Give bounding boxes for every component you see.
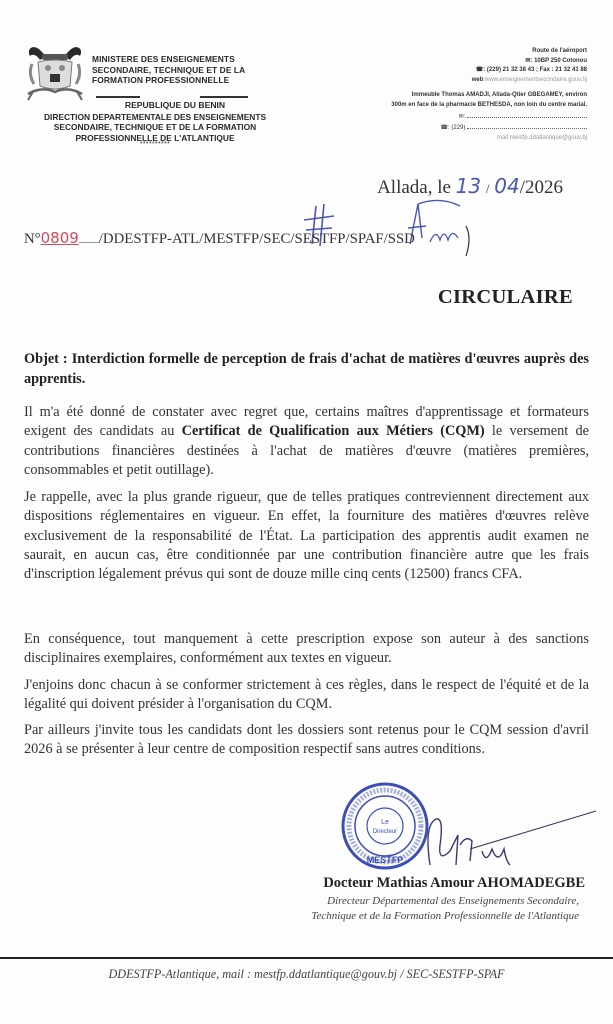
mailbox-icon: ✉	[458, 113, 464, 120]
paragraph-1	[24, 403, 589, 480]
signatory-title-1: Directeur Départemental des Enseignements Secondaire,	[327, 895, 579, 907]
paragraph-3: En conséquence, tout manquement à cette prescription expose son auteur à des sanctions disciplinaires exemplaires, conformément aux textes en vigueur.	[24, 631, 589, 667]
ministry-line-3: FORMATION PROFESSIONNELLE	[92, 75, 230, 86]
local-address-2: 300m en face de la pharmacie BETHESDA, non loin du centre marial.	[391, 101, 587, 108]
paragraph-2: Je rappelle, avec la plus grande rigueur, que de telles pratiques contreviennent directement aux dispositions réglementaires en vigueur. En effet, la fourniture des matières d'œuvres relève exclusivement de la responsabilité de l'État. La participation des apprentis audit examen ne saurait, en aucun cas, être conditionnée par une contribution financière autre que les frais d'inscription légalement prévus qui sont de douze mille cinq cents (12500) francs CFA.	[24, 489, 589, 583]
ref-path: /DDESTFP-ATL/MESTFP/SEC/SESTFP/SPAF/SSD	[98, 231, 415, 247]
local-po-box: :	[463, 113, 466, 120]
subject-line: Objet : Interdiction formelle de perception de frais d'achat de matières d'œuvres auprès des apprentis.	[24, 351, 589, 387]
direction-line-3: PROFESSIONNELLE DE L'ATLANTIQUE	[75, 132, 235, 143]
ministry-name	[92, 54, 245, 86]
blank-line	[467, 111, 587, 118]
document-title: CIRCULAIRE	[437, 286, 573, 308]
phone-fax: : (229) 21 32 38 43 ; Fax : 21 32 41 88	[483, 67, 587, 74]
signatory-title	[311, 894, 579, 924]
signatory-title-2: Technique et de la Formation Professionnelle de l'Atlantique	[311, 910, 579, 922]
handwritten-initials	[290, 198, 480, 258]
ref-prefix: N°	[24, 231, 41, 247]
stamp-bottom: MESTFP	[366, 855, 404, 865]
coat-of-arms-logo	[24, 44, 86, 102]
paragraph-1-text-a: Il m'a été donné de constater avec regret que, certains maîtres d'apprentissage et formateurs exigent des candidats au	[24, 404, 589, 440]
reference-number	[24, 229, 415, 248]
local-address-1: Immeuble Thomas AMADJI, Allada-Qtier GBEGAMEY, environ	[411, 92, 587, 99]
direction-line-1: DIRECTION DEPARTEMENTALE DES ENSEIGNEMENTS	[43, 112, 267, 122]
web-label: web	[471, 76, 484, 83]
date-prefix: Allada, le	[377, 177, 451, 198]
header-rule-right	[200, 96, 248, 98]
paragraph-5: Par ailleurs j'invite tous les candidats dont les dossiers sont retenus pour le CQM session d'avril 2026 à se présenter à leur centre de composition respectif sans autres conditions.	[24, 722, 589, 758]
date-separator: /	[485, 181, 490, 196]
paragraph-1-text-b: le versement de contributions financières destinées à l'achat de matières d'œuvre (matières premières, consommables et petit outillage).	[24, 423, 589, 478]
ref-number: 0809	[40, 229, 79, 247]
blank-line	[467, 122, 587, 129]
direction-line-2: SECONDAIRE, TECHNIQUE ET DE LA FORMATION	[53, 122, 257, 133]
date-line	[377, 174, 563, 199]
header-rule-left	[96, 96, 140, 98]
ref-underline	[79, 241, 99, 243]
cqm-name: Certificat de Qualification aux Métiers (CQM)	[181, 423, 485, 440]
date-separator: /	[519, 177, 525, 198]
contact-block	[297, 47, 587, 143]
paragraph-4: J'enjoins donc chacun à se conformer strictement à ces règles, dans le respect de l'équité et de la légalité qui doivent présider à l'organisation du CQM.	[24, 677, 589, 713]
address: Route de l'aéroport	[532, 48, 587, 54]
header-separator: **********	[139, 141, 171, 148]
ministry-line-2: SECONDAIRE, TECHNIQUE ET DE LA	[92, 64, 246, 75]
signatory-name: Docteur Mathias Amour AHOMADEGBE	[323, 875, 585, 891]
phone-icon: ☎	[475, 67, 484, 74]
ministry-line-1: MINISTERE DES ENSEIGNEMENTS	[92, 54, 235, 64]
header-mail[interactable]: mail:mestfp.ddatlantique@gouv.bj	[496, 134, 587, 141]
stamp-center-2: Directeur	[372, 829, 398, 835]
date-year: 2026	[525, 177, 563, 198]
direction-name	[20, 112, 290, 143]
mailbox-icon: ✉	[525, 57, 531, 64]
date-day: 13	[455, 174, 482, 198]
date-month: 04	[494, 174, 520, 198]
phone-icon: ☎	[440, 125, 448, 132]
footer-text: DDESTFP-Atlantique, mail : mestfp.ddatlantique@gouv.bj / SEC-SESTFP-SPAF	[108, 967, 505, 981]
po-box: : 10BP 250 Cotonou	[530, 57, 587, 64]
republic-name: REPUBLIQUE DU BENIN	[124, 100, 226, 110]
local-phone: : (229)	[447, 125, 466, 132]
footer-rule	[0, 957, 613, 959]
handwritten-signature	[400, 805, 600, 880]
stamp-center-1: Le	[381, 819, 389, 826]
web-url[interactable]: :www.enseignementsecondaire.gouv.bj	[483, 76, 587, 83]
